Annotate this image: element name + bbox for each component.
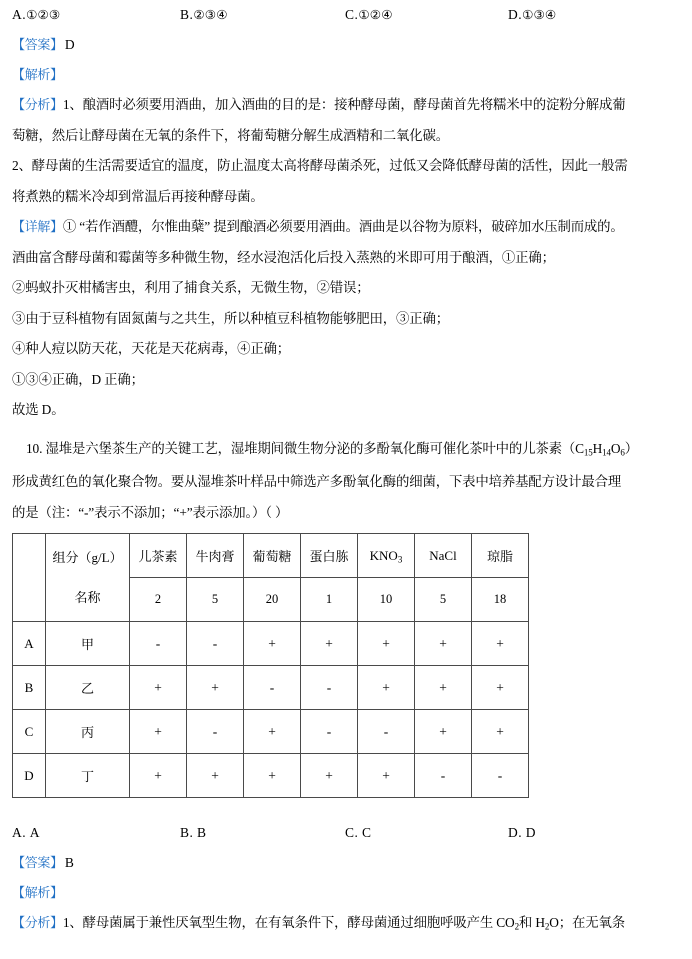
option-a-value: ①②③ xyxy=(26,7,61,22)
row-name-a: 甲 xyxy=(46,622,130,666)
question10-number: 10. xyxy=(26,440,43,456)
q10-option-c-label: C. xyxy=(345,825,359,841)
q10-option-d[interactable] xyxy=(508,818,536,848)
amount-beef-extract: 5 xyxy=(187,578,244,622)
catechin-formula: $C_{15}H_{14}O_6$ xyxy=(575,440,625,457)
question10-stem-text-1: 湿堆是六堡茶生产的关键工艺，湿堆期间微生物分泌的多酚氧化酶可催化茶叶中的儿茶素$(C_{15}H_{14}O_6)$ xyxy=(45,440,638,457)
q10-option-d-label: D. xyxy=(508,825,523,841)
q10-option-c[interactable] xyxy=(345,818,371,848)
table-corner-blank xyxy=(13,534,46,622)
table-header-row-names xyxy=(13,534,529,578)
question9-xiangjie-line-6: ①③④正确，D 正确； xyxy=(12,371,144,387)
cell-b-0: + xyxy=(130,666,187,710)
option-c[interactable] xyxy=(345,0,393,30)
question9-xiangjie-line-3: ②蚂蚁扑灭柑橘害虫，利用了捕食关系，无微生物，②错误； xyxy=(12,280,370,295)
cell-c-5: + xyxy=(415,710,472,754)
amount-agar: 18 xyxy=(472,578,529,622)
culture-medium-table-wrap xyxy=(0,528,692,798)
column-header-agar: 琼脂 xyxy=(472,534,529,578)
q10-option-a-label: A. xyxy=(12,825,27,841)
option-c-label: C. xyxy=(345,7,359,22)
cell-c-1: - xyxy=(187,710,244,754)
question9-fenxi-line-4: 将煮熟的糯米冷却到常温后再接种酵母菌。 xyxy=(12,188,264,204)
cell-a-2: + xyxy=(244,622,301,666)
q10-option-c-value: C xyxy=(361,825,372,841)
cell-a-4: + xyxy=(358,622,415,666)
xiangjie-text-1: ① “若作酒醴，尔惟曲蘖” 提到酿酒必须要用酒曲。酒曲是以谷物为原料，破碎加水压制而成的。 xyxy=(62,219,624,234)
question9-xiangjie-line-5: ④种人痘以防天花，天花是天花病毒，④正确； xyxy=(12,341,291,356)
cell-d-4: + xyxy=(358,754,415,798)
column-header-glucose: 葡萄糖 xyxy=(244,534,301,578)
q10-option-b-label: B. xyxy=(180,825,194,841)
cell-a-3: + xyxy=(301,622,358,666)
cell-b-1: + xyxy=(187,666,244,710)
q10-fenxi-tag: 【分析】 xyxy=(12,915,63,931)
row-index-d: D xyxy=(13,754,46,798)
question9-xiangjie-line-7: 故选 D。 xyxy=(12,402,65,417)
option-a-label: A. xyxy=(12,7,27,22)
cell-a-0: - xyxy=(130,622,187,666)
cell-b-2: - xyxy=(244,666,301,710)
amount-nacl: 5 xyxy=(415,578,472,622)
row-name-b: 乙 xyxy=(46,666,130,710)
q10-option-b[interactable] xyxy=(180,818,206,848)
column-header-peptone: 蛋白胨 xyxy=(301,534,358,578)
fenxi-text-1: 1、酿酒时必须要用酒曲，加入酒曲的目的是：接种酵母菌，酵母菌首先将糯米中的淀粉分解成葡 xyxy=(62,97,626,112)
answer-value: D xyxy=(64,37,75,52)
question9-xiangjie-line-4: ③由于豆科植物有固氮菌与之共生，所以种植豆科植物能够肥田，③正确； xyxy=(12,310,449,326)
cell-d-0: + xyxy=(130,754,187,798)
row-name-d: 丁 xyxy=(46,754,130,798)
cell-b-4: + xyxy=(358,666,415,710)
cell-a-6: + xyxy=(472,622,529,666)
question9-fenxi-line-3: 2、酵母菌的生活需要适宜的温度，防止温度太高将酵母菌杀死，过低又会降低酵母菌的活性，因此一般需 xyxy=(12,158,628,173)
cell-b-3: - xyxy=(301,666,358,710)
question10-answer-line xyxy=(0,848,692,878)
answer-tag: 【答案】 xyxy=(12,37,63,52)
cell-d-1: + xyxy=(187,754,244,798)
row-index-c: C xyxy=(13,710,46,754)
q10-answer-tag: 【答案】 xyxy=(12,855,63,871)
question10-stem-line-1 xyxy=(0,434,692,468)
row-index-b: B xyxy=(13,666,46,710)
cell-c-3: - xyxy=(301,710,358,754)
amount-kno3: 10 xyxy=(358,578,415,622)
xiangjie-tag: 【详解】 xyxy=(12,219,63,234)
table-corner-label xyxy=(46,534,130,622)
q10-fenxi-text-b: 和 H xyxy=(518,915,545,931)
question10-fenxi-line-1 xyxy=(0,908,692,942)
row-index-a: A xyxy=(13,622,46,666)
option-b-value: ②③④ xyxy=(193,7,228,22)
option-a[interactable] xyxy=(12,0,60,30)
q10-option-a-value: A xyxy=(29,825,40,841)
table-row xyxy=(13,666,529,710)
analysis-tag: 【解析】 xyxy=(12,67,63,82)
culture-medium-table xyxy=(12,533,529,798)
cell-c-6: + xyxy=(472,710,529,754)
cell-d-2: + xyxy=(244,754,301,798)
table-row xyxy=(13,754,529,798)
option-b-label: B. xyxy=(180,7,194,22)
q10-answer-value: B xyxy=(64,855,74,871)
q10-fenxi-text-a: 1、酵母菌属于兼性厌氧型生物，在有氧条件下，酵母菌通过细胞呼吸产生 CO xyxy=(62,915,515,931)
question9-answer-line xyxy=(0,30,692,60)
amount-glucose: 20 xyxy=(244,578,301,622)
cell-c-0: + xyxy=(130,710,187,754)
post-table-gap xyxy=(0,798,692,818)
column-header-beef-extract: 牛肉膏 xyxy=(187,534,244,578)
fenxi-tag: 【分析】 xyxy=(12,97,63,112)
amount-catechin: 2 xyxy=(130,578,187,622)
cell-b-6: + xyxy=(472,666,529,710)
cell-c-2: + xyxy=(244,710,301,754)
cell-a-5: + xyxy=(415,622,472,666)
option-d-label: D. xyxy=(508,7,523,22)
section-gap xyxy=(0,426,692,434)
h2o-subscript: 2 xyxy=(544,921,550,932)
question9-xiangjie-line-1 xyxy=(0,212,692,243)
table-row xyxy=(13,710,529,754)
table-row xyxy=(13,622,529,666)
question10-stem-line-2: 形成黄红色的氧化聚合物。要从湿堆茶叶样品中筛选产多酚氧化酶的细菌，下表中培养基配方设计最合理 xyxy=(12,474,622,490)
question9-fenxi-line-1 xyxy=(0,90,692,121)
option-d[interactable] xyxy=(508,0,556,30)
question9-options-row xyxy=(0,0,692,30)
question10-options-row xyxy=(0,818,692,848)
q10-option-a[interactable] xyxy=(12,818,40,848)
q10-fenxi-text-c: O；在无氧条 xyxy=(549,915,625,931)
q10-option-b-value: B xyxy=(196,825,207,841)
cell-d-5: - xyxy=(415,754,472,798)
cell-d-6: - xyxy=(472,754,529,798)
option-c-value: ①②④ xyxy=(358,7,393,22)
cell-c-4: - xyxy=(358,710,415,754)
q10-option-d-value: D xyxy=(525,825,536,841)
option-b[interactable] xyxy=(180,0,228,30)
question10-analysis-line xyxy=(0,878,692,908)
amount-peptone: 1 xyxy=(301,578,358,622)
corner-label-line2: 名称 xyxy=(74,589,101,605)
question9-fenxi-line-2: 萄糖，然后让酵母菌在无氧的条件下，将葡萄糖分解生成酒精和二氧化碳。 xyxy=(12,127,449,143)
question10-stem-line-3: 的是（注：“-”表示不添加；“+”表示添加。）（ ） xyxy=(12,504,289,520)
option-d-value: ①③④ xyxy=(522,7,557,22)
cell-b-5: + xyxy=(415,666,472,710)
co2-subscript: 2 xyxy=(514,921,519,932)
column-header-nacl: NaCl xyxy=(415,534,472,578)
corner-label-line1: 组分（g/L） xyxy=(52,549,123,565)
question9-xiangjie-line-2: 酒曲富含酵母菌和霉菌等多种微生物，经水浸泡活化后投入蒸熟的米即可用于酿酒，①正确； xyxy=(12,249,555,265)
question9-analysis-line xyxy=(0,60,692,90)
column-header-kno3: $KNO_3$ xyxy=(358,534,415,578)
row-name-c: 丙 xyxy=(46,710,130,754)
cell-a-1: - xyxy=(187,622,244,666)
cell-d-3: + xyxy=(301,754,358,798)
column-header-catechin: 儿茶素 xyxy=(130,534,187,578)
q10-analysis-tag: 【解析】 xyxy=(12,885,63,901)
